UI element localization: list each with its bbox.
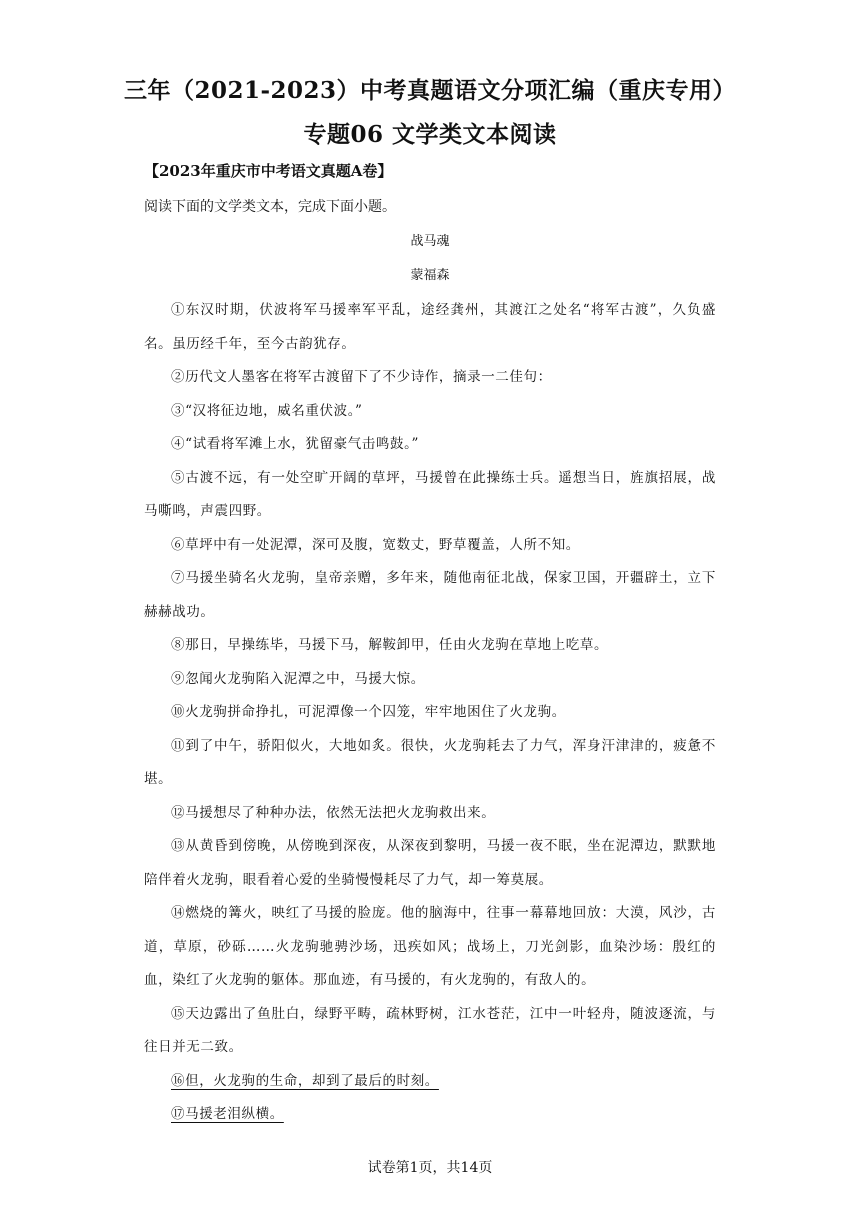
document-title: 三年（2021-2023）中考真题语文分项汇编（重庆专用） [123, 77, 737, 104]
paragraph: ③“汉将征边地，威名重伏波。” [171, 402, 363, 419]
document-subtitle: 专题06 文学类文本阅读 [303, 121, 557, 148]
paragraph: ⑧那日，早操练毕，马援下马，解鞍卸甲，任由火龙驹在草地上吃草。 [171, 637, 609, 653]
paragraph: ⑮天边露出了鱼肚白，绿野平畴，疏林野树，江水苍茫，江中一叶轻舟，随波逐流，与往日并无二致。 [144, 1005, 716, 1055]
paragraph: ⑪到了中午，骄阳似火，大地如炙。很快，火龙驹耗去了力气，浑身汗津津的，疲惫不堪。 [144, 737, 716, 787]
paragraph: ⑬从黄昏到傍晚，从傍晚到深夜，从深夜到黎明，马援一夜不眠，坐在泥潭边，默默地陪伴着火龙驹，眼看着心爱的坐骑慢慢耗尽了力气，却一筹莫展。 [144, 838, 716, 888]
paragraph: ⑭燃烧的篝火，映红了马援的脸庞。他的脑海中，往事一幕幕地回放：大漠，风沙，古道，草原，砂砾……火龙驹驰骋沙场，迅疾如风；战场上，刀光剑影，血染沙场：殷红的血，染红了火龙驹的躯体。那血迹，有马援的，有火龙驹的，有敌人的。 [144, 905, 716, 988]
underlined-text: ⑰马援老泪纵横。 [171, 1106, 284, 1122]
underlined-text: ⑯但，火龙驹的生命，却到了最后的时刻。 [171, 1072, 439, 1089]
paragraph: ⑩火龙驹拼命挣扎，可泥潭像一个囚笼，牢牢地困住了火龙驹。 [171, 704, 566, 720]
section-heading: 【2023年重庆市中考语文真题A卷】 [144, 162, 393, 180]
reading-instruction: 阅读下面的文学类文本，完成下面小题。 [144, 199, 396, 215]
paragraph: ⑤古渡不远，有一处空旷开阔的草坪，马援曾在此操练士兵。遥想当日，旌旗招展，战马嘶鸣，声震四野。 [144, 469, 716, 519]
underlined-paragraph [144, 1098, 716, 1132]
paragraph: ⑨忽闻火龙驹陷入泥潭之中，马援大惊。 [171, 670, 425, 687]
paragraph: ②历代文人墨客在将军古渡留下了不少诗作，摘录一二佳句： [171, 369, 552, 385]
article-title: 战马魂 [410, 234, 450, 249]
paragraph: ⑦马援坐骑名火龙驹，皇帝亲赠，多年来，随他南征北战，保家卫国，开疆辟土，立下赫赫战功。 [144, 570, 716, 620]
paragraph: ①东汉时期，伏波将军马援率军平乱，途经龚州，其渡江之处名“将军古渡”，久负盛名。虽历经千年，至今古韵犹存。 [144, 302, 716, 352]
page-footer: 试卷第1页，共14页 [367, 1160, 493, 1176]
paragraph: ⑥草坪中有一处泥潭，深可及腹，宽数丈，野草覆盖，人所不知。 [171, 536, 580, 553]
article-body [144, 294, 716, 1132]
article-author: 蒙福森 [410, 268, 450, 283]
underlined-paragraph [144, 1065, 716, 1099]
paragraph: ④“试看将军滩上水，犹留豪气击鸣鼓。” [171, 436, 419, 452]
paragraph: ⑫马援想尽了种种办法，依然无法把火龙驹救出来。 [171, 804, 496, 821]
